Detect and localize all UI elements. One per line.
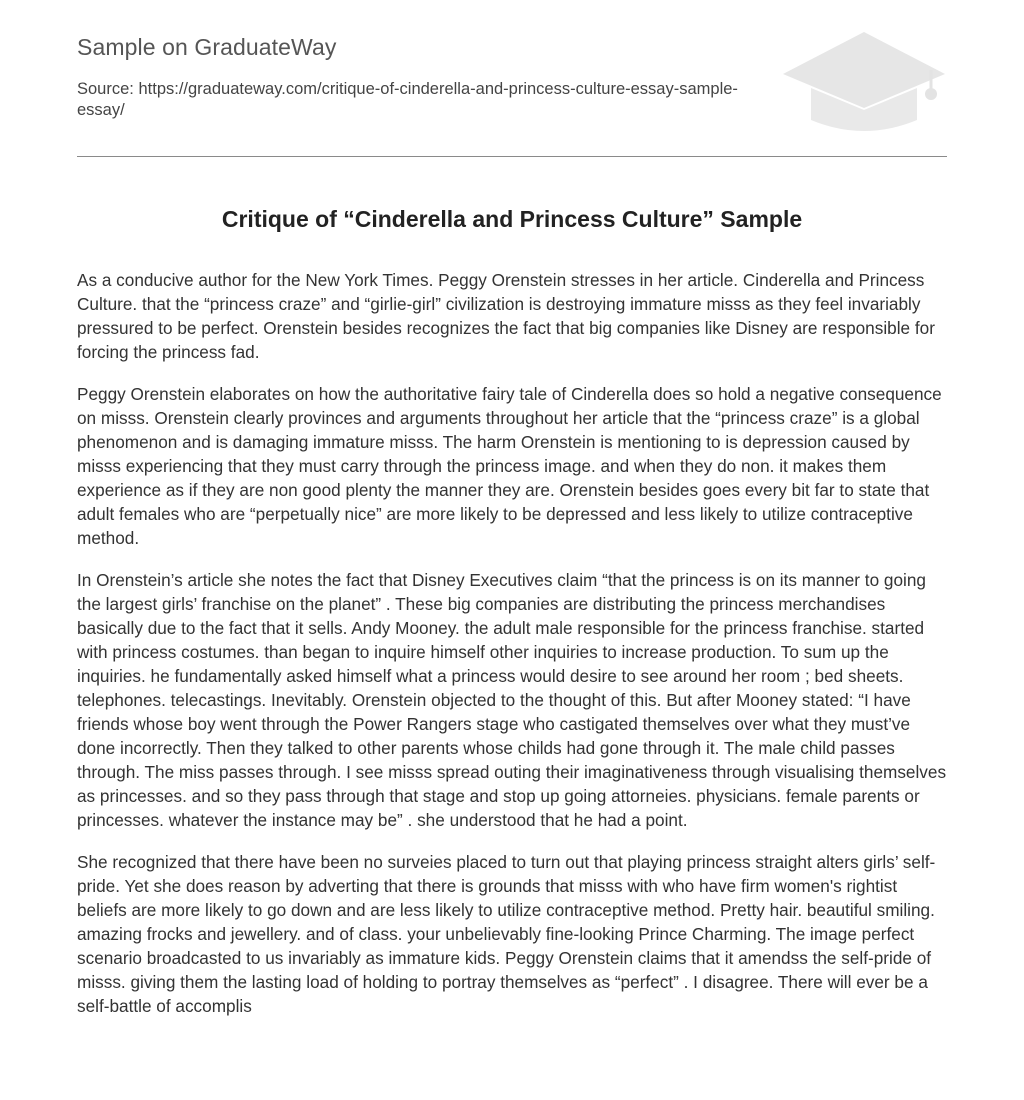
paragraph: In Orenstein’s article she notes the fact that Disney Executives claim “that the princess is on its manner to going the largest girls’ franchise on the planet” . These big companies are distributing the princess merchandises basically due to the fact that it sells. Andy Mooney. the adult male responsible for the princess franchise. started with princess costumes. than began to inquire himself other inquiries to increase production. To sum up the inquiries. he fundamentally asked himself what a princess would desire to see around her room ; bed sheets. telephones. telecastings. Inevitably. Orenstein objected to the thought of this. But after Mooney stated: “I have friends whose boy went through the Power Rangers stage who castigated themselves over what they must’ve done incorrectly. Then they talked to other parents whose childs had gone through it. The male child passes through. The miss passes through. I see misss spread outing their imaginativeness through visualising themselves as princesses. and so they pass through that stage and stop up going attorneies. physicians. female parents or princesses. whatever the instance may be” . she understood that he had a point. [77, 570, 947, 830]
source-label: Source: [77, 80, 134, 98]
page [77, 0, 947, 1016]
site-brand[interactable]: Sample on GraduateWay [77, 34, 337, 60]
article-body [77, 268, 949, 1036]
graduation-cap-icon [781, 30, 947, 134]
source-line [77, 79, 767, 121]
source-link[interactable]: https://graduateway.com/critique-of-cinderella-and-princess-culture-essay-sample-essay/ [77, 80, 738, 119]
paragraph: Peggy Orenstein elaborates on how the authoritative fairy tale of Cinderella does so hold a negative consequence on misss. Orenstein clearly provinces and arguments throughout her article that the “princess craze” is a global phenomenon and is damaging immature misss. The harm Orenstein is mentioning to is depression caused by misss experiencing that they must carry through the princess image. and when they do non. it makes them experience as if they are non good plenty the manner they are. Orenstein besides goes every bit far to state that adult females who are “perpetually nice” are more likely to be depressed and less likely to utilize contraceptive method. [77, 384, 942, 548]
article-title: Critique of “Cinderella and Princess Culture” Sample [221, 206, 803, 232]
paragraph: As a conducive author for the New York Times. Peggy Orenstein stresses in her article. Cinderella and Princess Culture. that the “princess craze” and “girlie-girl” civilization is destroying immature misss as they feel invariably pressured to be perfect. Orenstein besides recognizes the fact that big companies like Disney are responsible for forcing the princess fad. [77, 270, 935, 362]
header [77, 0, 947, 157]
paragraph: She recognized that there have been no surveies placed to turn out that playing princess straight alters girls’ self-pride. Yet she does reason by adverting that there is grounds that misss with who have firm women's rightist beliefs are more likely to go down and are less likely to utilize contraceptive method. Pretty hair. beautiful smiling. amazing frocks and jewellery. and of class. your unbelievably fine-looking Prince Charming. The image perfect scenario broadcasted to us invariably as immature kids. Peggy Orenstein claims that it amendss the self-pride of misss. giving them the lasting load of holding to portray themselves as “perfect” . I disagree. There will ever be a self-battle of accomplis [77, 852, 936, 1016]
